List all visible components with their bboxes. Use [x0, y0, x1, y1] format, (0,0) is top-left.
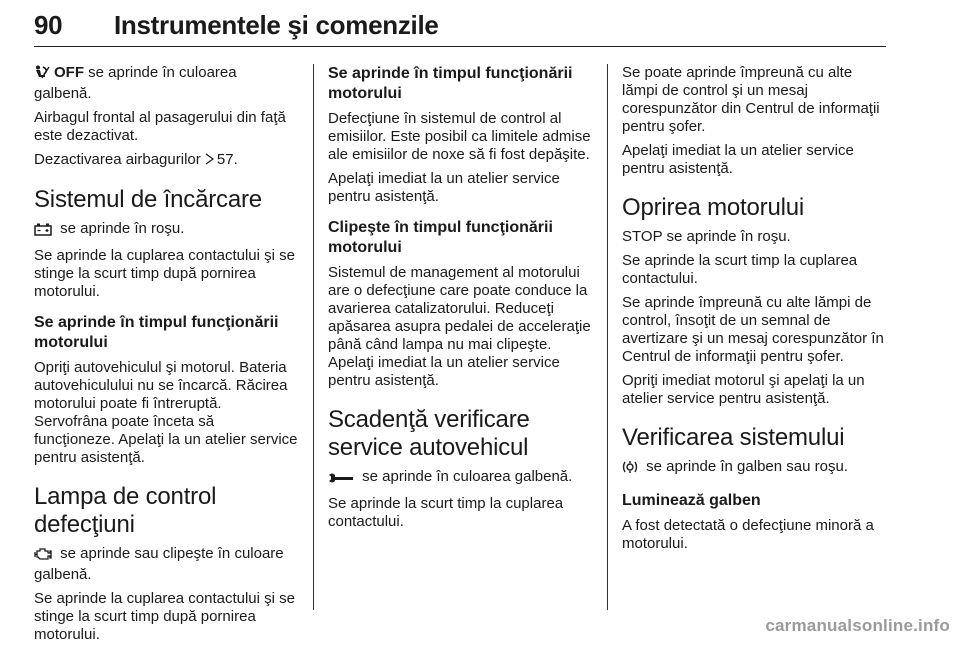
- stop-p3: Se aprinde împreună cu alte lămpi de control, însoţit de un semnal de avertizare şi un mesaj corespunzător în Centrul de informaţii pentru şofer.: [622, 294, 884, 365]
- column-divider-1: [313, 64, 314, 610]
- airbag-off-paragraph: [34, 64, 298, 103]
- charging-line-text: se aprinde în roşu.: [56, 220, 185, 237]
- stop-p4: Opriţi imediat motorul şi apelaţi la un atelier service pentru asistenţă.: [622, 372, 865, 407]
- service-due-heading: Scadenţă verificare service autovehicul: [328, 406, 530, 461]
- flashing-p1: Sistemul de management al motorului are o defecţiune care poate conduce la avarierea catalizatorului. Reduceţi apăsarea asupra pedalei de acceleraţie până când lampa nu mai clipeşte. Apelaţi imediat la un atelier service pentru asistenţă.: [328, 264, 591, 389]
- check-subheading: Luminează galben: [622, 492, 761, 509]
- malfunction-line: [34, 545, 298, 584]
- service-line: [328, 468, 592, 489]
- watermark: carmanualsonline.info: [765, 616, 950, 635]
- airbag-ref-text: Dezactivarea airbagurilor: [34, 151, 205, 168]
- reference-arrow-icon[interactable]: [205, 152, 215, 170]
- check-line-text: se aprinde în galben sau roşu.: [642, 458, 848, 475]
- battery-icon: [34, 223, 52, 241]
- charging-system-heading: Sistemul de încărcare: [34, 186, 262, 213]
- column-1: [34, 64, 298, 650]
- service-p2: Se aprinde la scurt timp la cuplarea contactului.: [328, 495, 564, 530]
- column-2: [328, 64, 592, 537]
- page-header: [34, 8, 886, 47]
- malfunction-line-text: se aprinde sau clipeşte în culoare galbenă.: [34, 545, 284, 583]
- airbag-ref-page[interactable]: 57.: [216, 151, 238, 168]
- system-check-heading: Verificarea sistemului: [622, 424, 845, 451]
- airbag-deactivation-ref: [34, 151, 298, 170]
- column-divider-2: [607, 64, 608, 610]
- airbag-off-text: se aprinde în culoarea galbenă.: [34, 64, 237, 102]
- column-3: [622, 64, 886, 559]
- airbag-off-label: OFF: [54, 64, 84, 81]
- emission-p1: Defecţiune în sistemul de control al emisiilor. Este posibil ca limitele admise ale emisiilor de noxe să fi fost depăşite.: [328, 110, 591, 163]
- check-p2: A fost detectată o defecţiune minoră a motorului.: [622, 517, 874, 552]
- service-wrench-icon: [328, 471, 354, 489]
- charging-subheading: Se aprinde în timpul funcţionării motorului: [34, 314, 279, 351]
- malfunction-lamp-heading: Lampa de control defecţiuni: [34, 483, 217, 538]
- stop-p2: Se aprinde la scurt timp la cuplarea contactului.: [622, 252, 858, 287]
- col3-p1: Se poate aprinde împreună cu alte lămpi de control şi un mesaj corespunzător din Centrul de informaţii pentru şofer.: [622, 64, 880, 135]
- emission-p2: Apelaţi imediat la un atelier service pentru asistenţă.: [328, 170, 560, 205]
- stop-line: STOP se aprinde în roşu.: [622, 228, 791, 245]
- engine-stop-heading: Oprirea motorului: [622, 194, 805, 221]
- page-number: 90: [34, 10, 63, 40]
- col3-p2: Apelaţi imediat la un atelier service pentru asistenţă.: [622, 142, 854, 177]
- malfunction-p2: Se aprinde la cuplarea contactului şi se stinge la scurt timp după pornirea motorului.: [34, 590, 295, 643]
- charging-line: [34, 220, 298, 241]
- page-title: Instrumentele şi comenzile: [114, 10, 439, 40]
- airbag-off-icon: [34, 65, 50, 85]
- airbag-deactivated-text: Airbagul frontal al pasagerului din faţă este dezactivat.: [34, 109, 286, 144]
- flashing-subheading: Clipeşte în timpul funcţionării motorului: [328, 219, 553, 256]
- charging-p2: Se aprinde la cuplarea contactului şi se stinge la scurt timp după pornirea motorului.: [34, 247, 295, 300]
- emission-subheading: Se aprinde în timpul funcţionării motorului: [328, 65, 573, 102]
- check-line: [622, 458, 886, 479]
- charging-p3: Opriţi autovehiculul şi motorul. Bateria autovehiculului nu se încarcă. Răcirea motorului poate fi întreruptă. Servofrâna poate înceta să funcţioneze. Apelaţi la un atelier service pentru asistenţă.: [34, 359, 298, 466]
- service-line-text: se aprinde în culoarea galbenă.: [358, 468, 573, 485]
- system-check-icon: [622, 460, 638, 479]
- engine-check-icon: [34, 547, 52, 566]
